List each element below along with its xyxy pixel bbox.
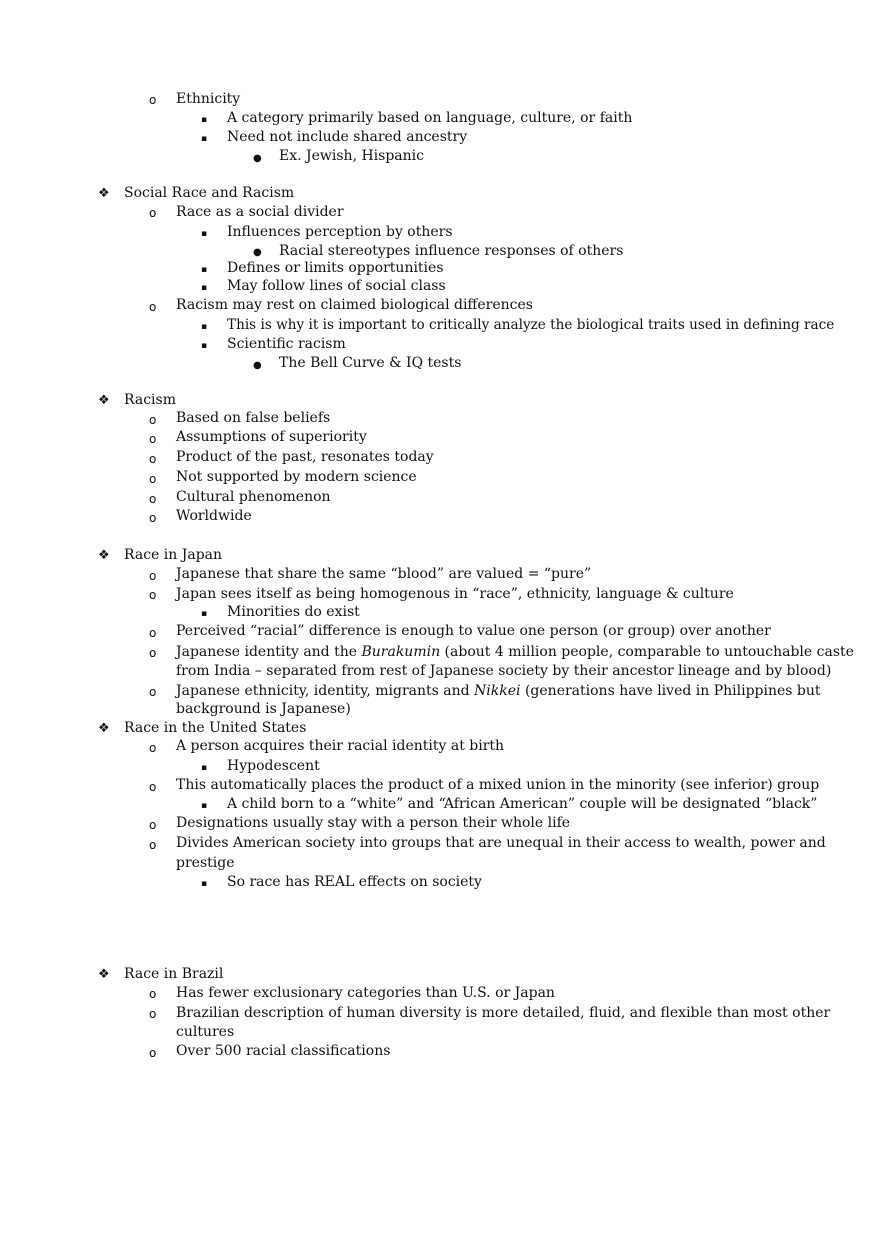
bullet-circle: o [149, 432, 157, 446]
bullet-circle: o [149, 511, 157, 525]
brazil-description-line2: cultures [176, 1024, 235, 1040]
bullet-circle: o [149, 838, 157, 852]
burakumin-term: Burakumin [361, 644, 441, 660]
bullet-square: ▪ [201, 322, 208, 332]
bullet-square: ▪ [201, 283, 208, 293]
racism-item: Not supported by modern science [176, 469, 417, 485]
ethnicity-label: Ethnicity [176, 91, 241, 107]
racism-item: Based on false beliefs [176, 410, 331, 426]
bullet-circle: o [149, 300, 157, 314]
brazil-heading: Race in Brazil [124, 966, 224, 982]
bullet-circle: o [149, 685, 157, 699]
bullet-square: ▪ [201, 879, 208, 889]
ethnicity-item-1: A category primarily based on language, culture, or faith [227, 110, 633, 126]
bullet-diamond: ❖ [98, 721, 110, 736]
bullet-square: ▪ [201, 609, 208, 619]
bullet-circle: o [149, 1046, 157, 1060]
biological-label: Racism may rest on claimed biological differences [176, 297, 533, 313]
bullet-diamond: ❖ [98, 967, 110, 982]
bullet-diamond: ❖ [98, 186, 110, 201]
bullet-circle: o [149, 1007, 157, 1021]
brazil-classifications: Over 500 racial classifications [176, 1043, 391, 1059]
us-real-effects: So race has REAL effects on society [227, 874, 482, 890]
us-mixed: This automatically places the product of a mixed union in the minority (see inferior) group [176, 777, 820, 793]
brazil-fewer: Has fewer exclusionary categories than U.S. or Japan [176, 985, 555, 1001]
bell-curve-item: The Bell Curve & IQ tests [279, 355, 462, 371]
japan-nikkei: Japanese ethnicity, identity, migrants and Nikkei (generations have lived in Philippines but [176, 683, 821, 699]
ethnicity-example: Ex. Jewish, Hispanic [279, 148, 424, 164]
japan-burakumin-line2: from India – separated from rest of Japanese society by their ancestor lineage and by blood) [176, 663, 832, 679]
us-hypodescent: Hypodescent [227, 758, 320, 774]
japan-blood: Japanese that share the same “blood” are valued = “pure” [176, 566, 592, 582]
bullet-circle: o [149, 588, 157, 602]
opportunities-item: Defines or limits opportunities [227, 260, 444, 276]
bullet-circle: o [149, 569, 157, 583]
racism-item: Assumptions of superiority [176, 429, 367, 445]
bullet-diamond: ❖ [98, 548, 110, 563]
bullet-circle: o [149, 646, 157, 660]
scientific-racism-item: Scientific racism [227, 336, 346, 352]
bullet-circle: o [149, 741, 157, 755]
bullet-circle: o [149, 492, 157, 506]
japan-burakumin: Japanese identity and the Burakumin (about 4 million people, comparable to untouchable caste [176, 644, 854, 660]
racism-heading: Racism [124, 392, 176, 408]
bullet-circle: o [149, 987, 157, 1001]
bullet-circle: o [149, 93, 157, 107]
bullet-disc: ● [253, 153, 262, 164]
us-designations: Designations usually stay with a person their whole life [176, 815, 571, 831]
bullet-square: ▪ [201, 763, 208, 773]
us-birth: A person acquires their racial identity at birth [176, 738, 505, 754]
social-divider-label: Race as a social divider [176, 204, 344, 220]
importance-item: This is why it is important to critically analyze the biological traits used in defining race [227, 317, 835, 333]
us-divides-line2: prestige [176, 855, 235, 871]
bullet-diamond: ❖ [98, 393, 110, 408]
bullet-disc: ● [253, 247, 262, 258]
social-class-item: May follow lines of social class [227, 278, 446, 294]
nikkei-term: Nikkei [474, 683, 521, 699]
bullet-square: ▪ [201, 341, 208, 351]
japan-nikkei-line2: background is Japanese) [176, 701, 351, 717]
us-heading: Race in the United States [124, 720, 307, 736]
bullet-circle: o [149, 780, 157, 794]
japan-minorities: Minorities do exist [227, 604, 360, 620]
perception-item: Influences perception by others [227, 224, 453, 240]
bullet-circle: o [149, 206, 157, 220]
bullet-disc: ● [253, 360, 262, 371]
bullet-circle: o [149, 472, 157, 486]
brazil-description: Brazilian description of human diversity is more detailed, fluid, and flexible than most other [176, 1005, 831, 1021]
racism-item: Cultural phenomenon [176, 489, 331, 505]
japan-homogenous: Japan sees itself as being homogenous in “race”, ethnicity, language & culture [176, 586, 734, 602]
racism-item: Worldwide [176, 508, 252, 524]
bullet-circle: o [149, 452, 157, 466]
bullet-square: ▪ [201, 801, 208, 811]
ethnicity-item-2: Need not include shared ancestry [227, 129, 468, 145]
bullet-square: ▪ [201, 265, 208, 275]
bullet-circle: o [149, 626, 157, 640]
japan-perceived: Perceived “racial” difference is enough to value one person (or group) over another [176, 623, 771, 639]
bullet-circle: o [149, 413, 157, 427]
bullet-square: ▪ [201, 134, 208, 144]
bullet-circle: o [149, 818, 157, 832]
social-race-heading: Social Race and Racism [124, 185, 295, 201]
us-divides: Divides American society into groups that are unequal in their access to wealth, power and [176, 835, 826, 851]
bullet-square: ▪ [201, 115, 208, 125]
bullet-square: ▪ [201, 229, 208, 239]
racism-item: Product of the past, resonates today [176, 449, 434, 465]
japan-heading: Race in Japan [124, 547, 223, 563]
us-child: A child born to a “white” and “African American” couple will be designated “black” [227, 796, 818, 812]
stereotypes-item: Racial stereotypes influence responses of others [279, 243, 624, 259]
